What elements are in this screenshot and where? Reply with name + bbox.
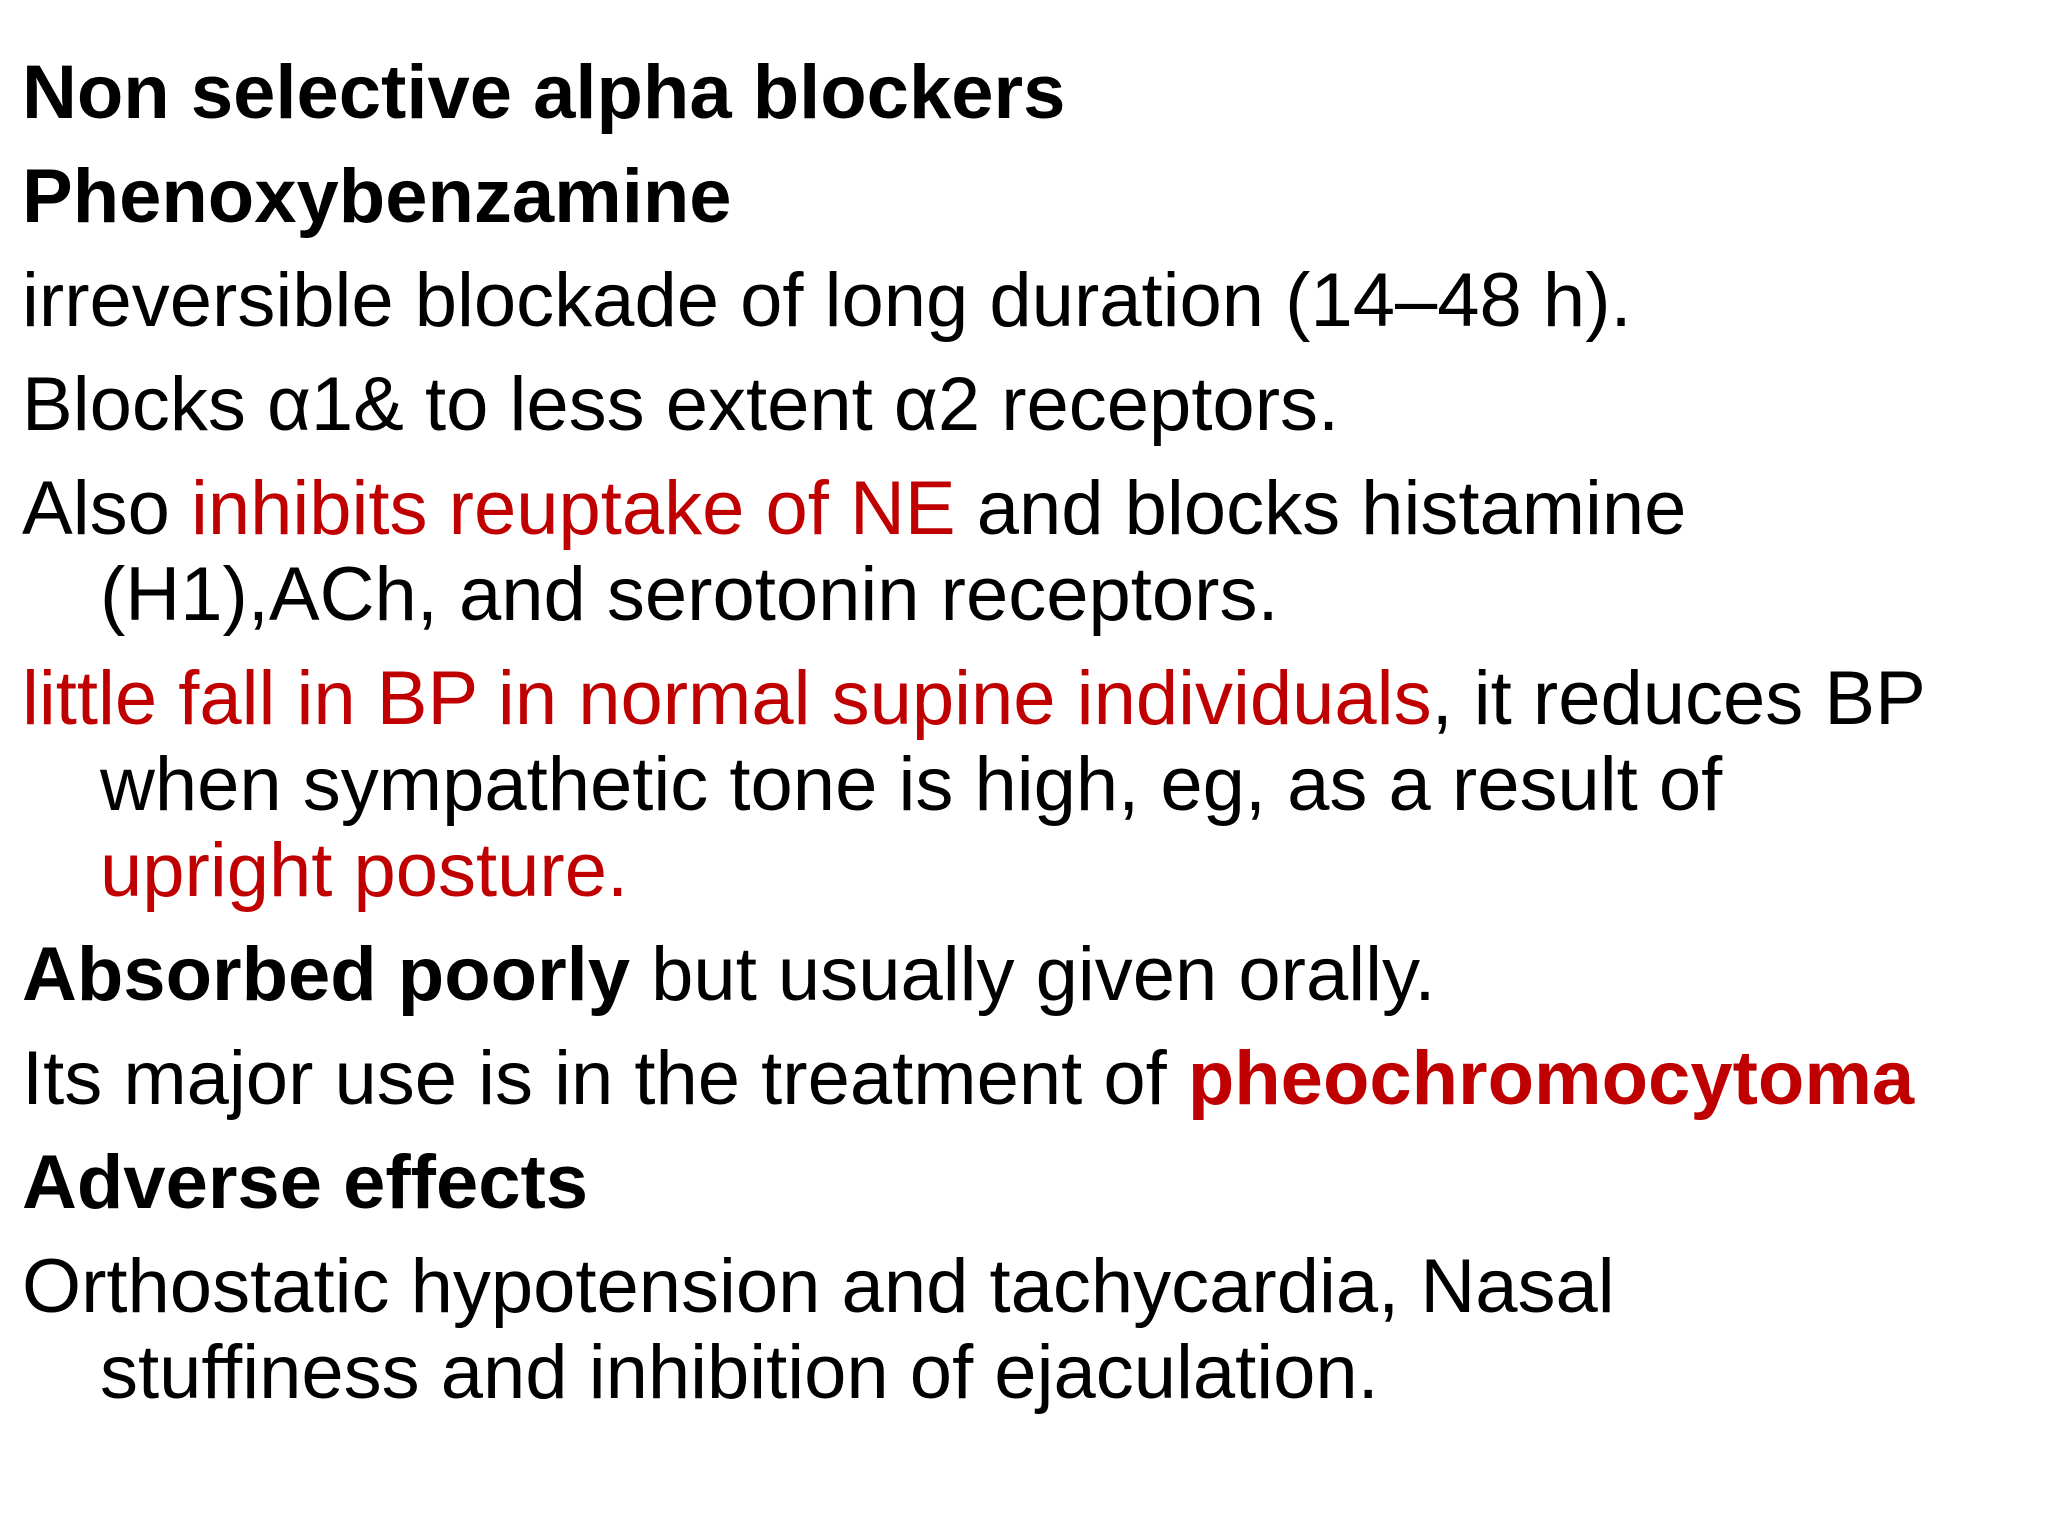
receptor-block-line: Blocks α1& to less extent α2 receptors. — [22, 362, 1340, 447]
reuptake-continuation: (H1),ACh, and serotonin receptors. — [100, 552, 1279, 637]
slide-title: Non selective alpha blockers — [22, 50, 1066, 135]
bp-paragraph — [22, 656, 2032, 914]
major-use-line — [22, 1036, 2032, 1122]
slide-content — [22, 50, 2032, 1434]
major-use-highlight: pheochromocytoma — [1187, 1036, 1915, 1121]
reuptake-highlight: inhibits reuptake of NE — [190, 466, 956, 551]
bp-continuation: when sympathetic tone is high, eg, as a result of — [100, 742, 1723, 827]
reuptake-prefix: Also — [22, 466, 191, 551]
drug-name-heading: Phenoxybenzamine — [22, 154, 732, 239]
bp-highlight: little fall in BP in normal supine individuals — [22, 656, 1432, 741]
reuptake-suffix: and blocks histamine — [955, 466, 1687, 551]
bp-suffix: , it reduces BP — [1431, 656, 1926, 741]
reuptake-line — [22, 466, 2032, 552]
adverse-effects-paragraph — [22, 1244, 2032, 1416]
reuptake-paragraph — [22, 466, 2032, 638]
absorption-bold: Absorbed poorly — [22, 932, 631, 1017]
bp-line — [22, 656, 2032, 742]
adverse-line-1: Orthostatic hypotension and tachycardia, Nasal — [22, 1244, 1615, 1329]
absorption-line — [22, 932, 2032, 1018]
adverse-effects-heading: Adverse effects — [22, 1140, 589, 1225]
major-use-prefix: Its major use is in the treatment of — [22, 1036, 1188, 1121]
bp-highlight-end: upright posture. — [100, 828, 629, 913]
absorption-rest: but usually given orally. — [630, 932, 1436, 1017]
adverse-line-2: stuffiness and inhibition of ejaculation. — [100, 1330, 1379, 1415]
duration-line: irreversible blockade of long duration (14–48 h). — [22, 258, 1632, 343]
